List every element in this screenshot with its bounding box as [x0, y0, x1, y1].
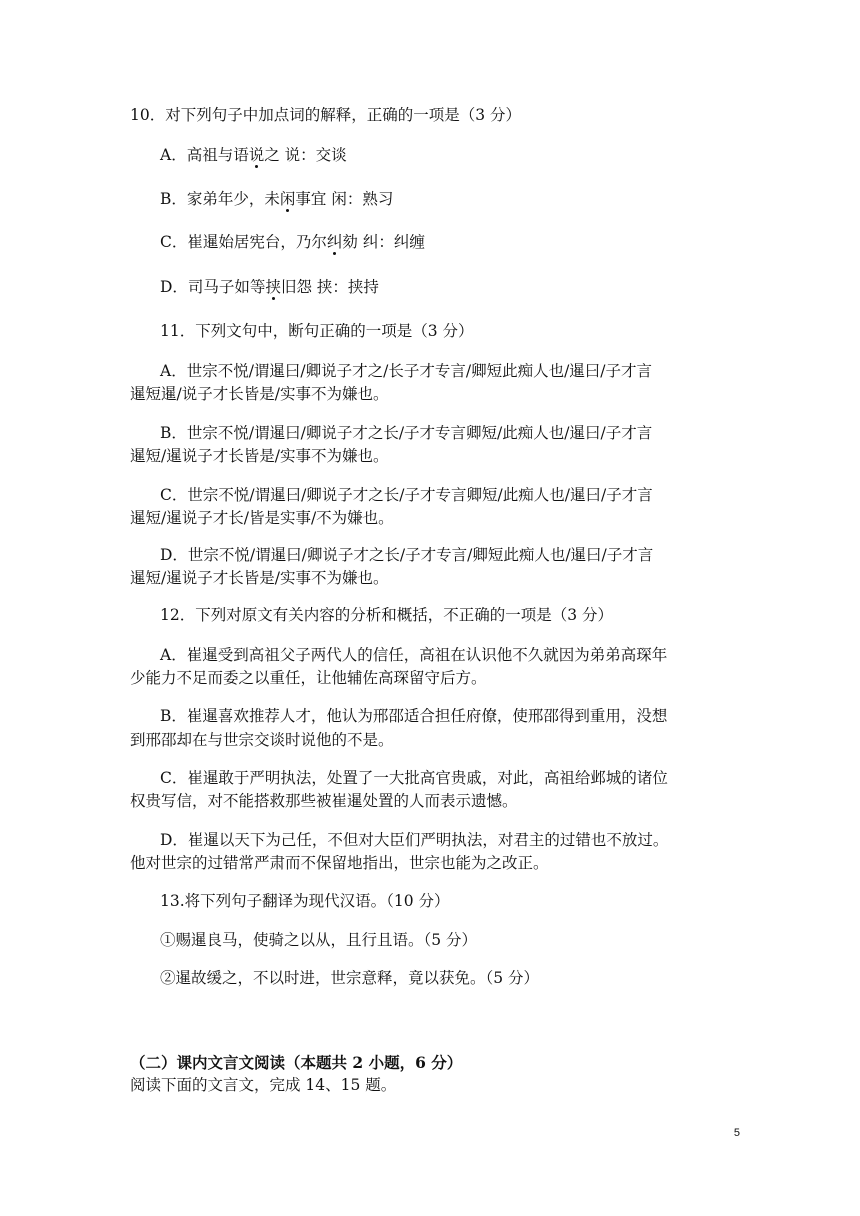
- q12-option-b-line1: B．崔暹喜欢推荐人才，他认为邢邵适合担任府僚，使邢邵得到重用，没想: [160, 707, 668, 725]
- q13-item-2: ②暹故缓之，不以时进，世宗意释，竟以获免。（5 分）: [160, 969, 540, 987]
- q11-option-c-line2: 暹短/暹说子才长/皆是实事/不为嫌也。: [130, 509, 394, 527]
- q12-option-a-line1: A．崔暹受到高祖父子两代人的信任，高祖在认识他不久就因为弟弟高琛年: [160, 646, 668, 664]
- emphasis-dot-char: 说: [248, 146, 265, 164]
- q11-option-b-line2: 暹短/暹说子才长皆是/实事不为嫌也。: [130, 447, 389, 465]
- page-number: 5: [733, 1127, 740, 1139]
- q11-stem: 11．下列文句中，断句正确的一项是（3 分）: [160, 322, 474, 340]
- section-instruction: 阅读下面的文言文，完成 14、15 题。: [130, 1076, 397, 1094]
- emphasis-dot-char: 闲: [279, 190, 296, 208]
- q11-option-c-line1: C．世宗不悦/谓暹曰/卿说子才之长/子才专言卿短/此痴人也/暹曰/子才言: [160, 486, 653, 504]
- q10-option-c: C．崔暹始居宪台，乃尔纠劾 纠：纠缠: [160, 233, 425, 251]
- q10-option-d: D．司马子如等挟旧怨 挟：挟持: [160, 278, 379, 296]
- section-heading: （二）课内文言文阅读（本题共 2 小题，6 分）: [130, 1053, 463, 1072]
- q12-stem: 12．下列对原文有关内容的分析和概括，不正确的一项是（3 分）: [160, 606, 614, 624]
- q11-option-a-line1: A．世宗不悦/谓暹曰/卿说子才之/长子才专言/卿短此痴人也/暹曰/子才言: [160, 362, 653, 380]
- q11-option-a-line2: 暹短暹/说子才长皆是/实事不为嫌也。: [130, 385, 389, 403]
- emphasis-dot-char: 挟: [265, 278, 281, 296]
- q10-stem: 10．对下列句子中加点词的解释，正确的一项是（3 分）: [130, 106, 522, 124]
- q13-stem: 13.将下列句子翻译为现代汉语。（10 分）: [160, 892, 450, 910]
- q11-option-b-line1: B．世宗不悦/谓暹曰/卿说子才之长/子才专言卿短/此痴人也/暹曰/子才言: [160, 424, 653, 442]
- q12-option-b-line2: 到邢邵却在与世宗交谈时说他的不是。: [130, 731, 394, 749]
- q10-option-b: B．家弟年少，未闲事宜 闲：熟习: [160, 190, 394, 208]
- q10-option-a: A．高祖与语说之 说：交谈: [160, 146, 347, 164]
- q12-option-c-line2: 权贵写信，对不能搭救那些被崔暹处置的人而表示遗憾。: [130, 792, 518, 810]
- q12-option-a-line2: 少能力不足而委之以重任，让他辅佐高琛留守后方。: [130, 669, 487, 687]
- q12-option-c-line1: C．崔暹敢于严明执法，处置了一大批高官贵戚，对此，高祖给邺城的诸位: [160, 769, 668, 787]
- q12-option-d-line1: D．崔暹以天下为己任，不但对大臣们严明执法，对君主的过错也不放过。: [160, 831, 669, 849]
- q11-option-d-line2: 暹短/暹说子才长皆是/实事不为嫌也。: [130, 569, 389, 587]
- emphasis-dot-char: 纠: [326, 233, 343, 251]
- q12-option-d-line2: 他对世宗的过错常严肃而不保留地指出，世宗也能为之改正。: [130, 854, 549, 872]
- q13-item-1: ①赐暹良马，使骑之以从，且行且语。（5 分）: [160, 931, 478, 949]
- q11-option-d-line1: D．世宗不悦/谓暹曰/卿说子才之长/子才专言/卿短此痴人也/暹曰/子才言: [160, 546, 654, 564]
